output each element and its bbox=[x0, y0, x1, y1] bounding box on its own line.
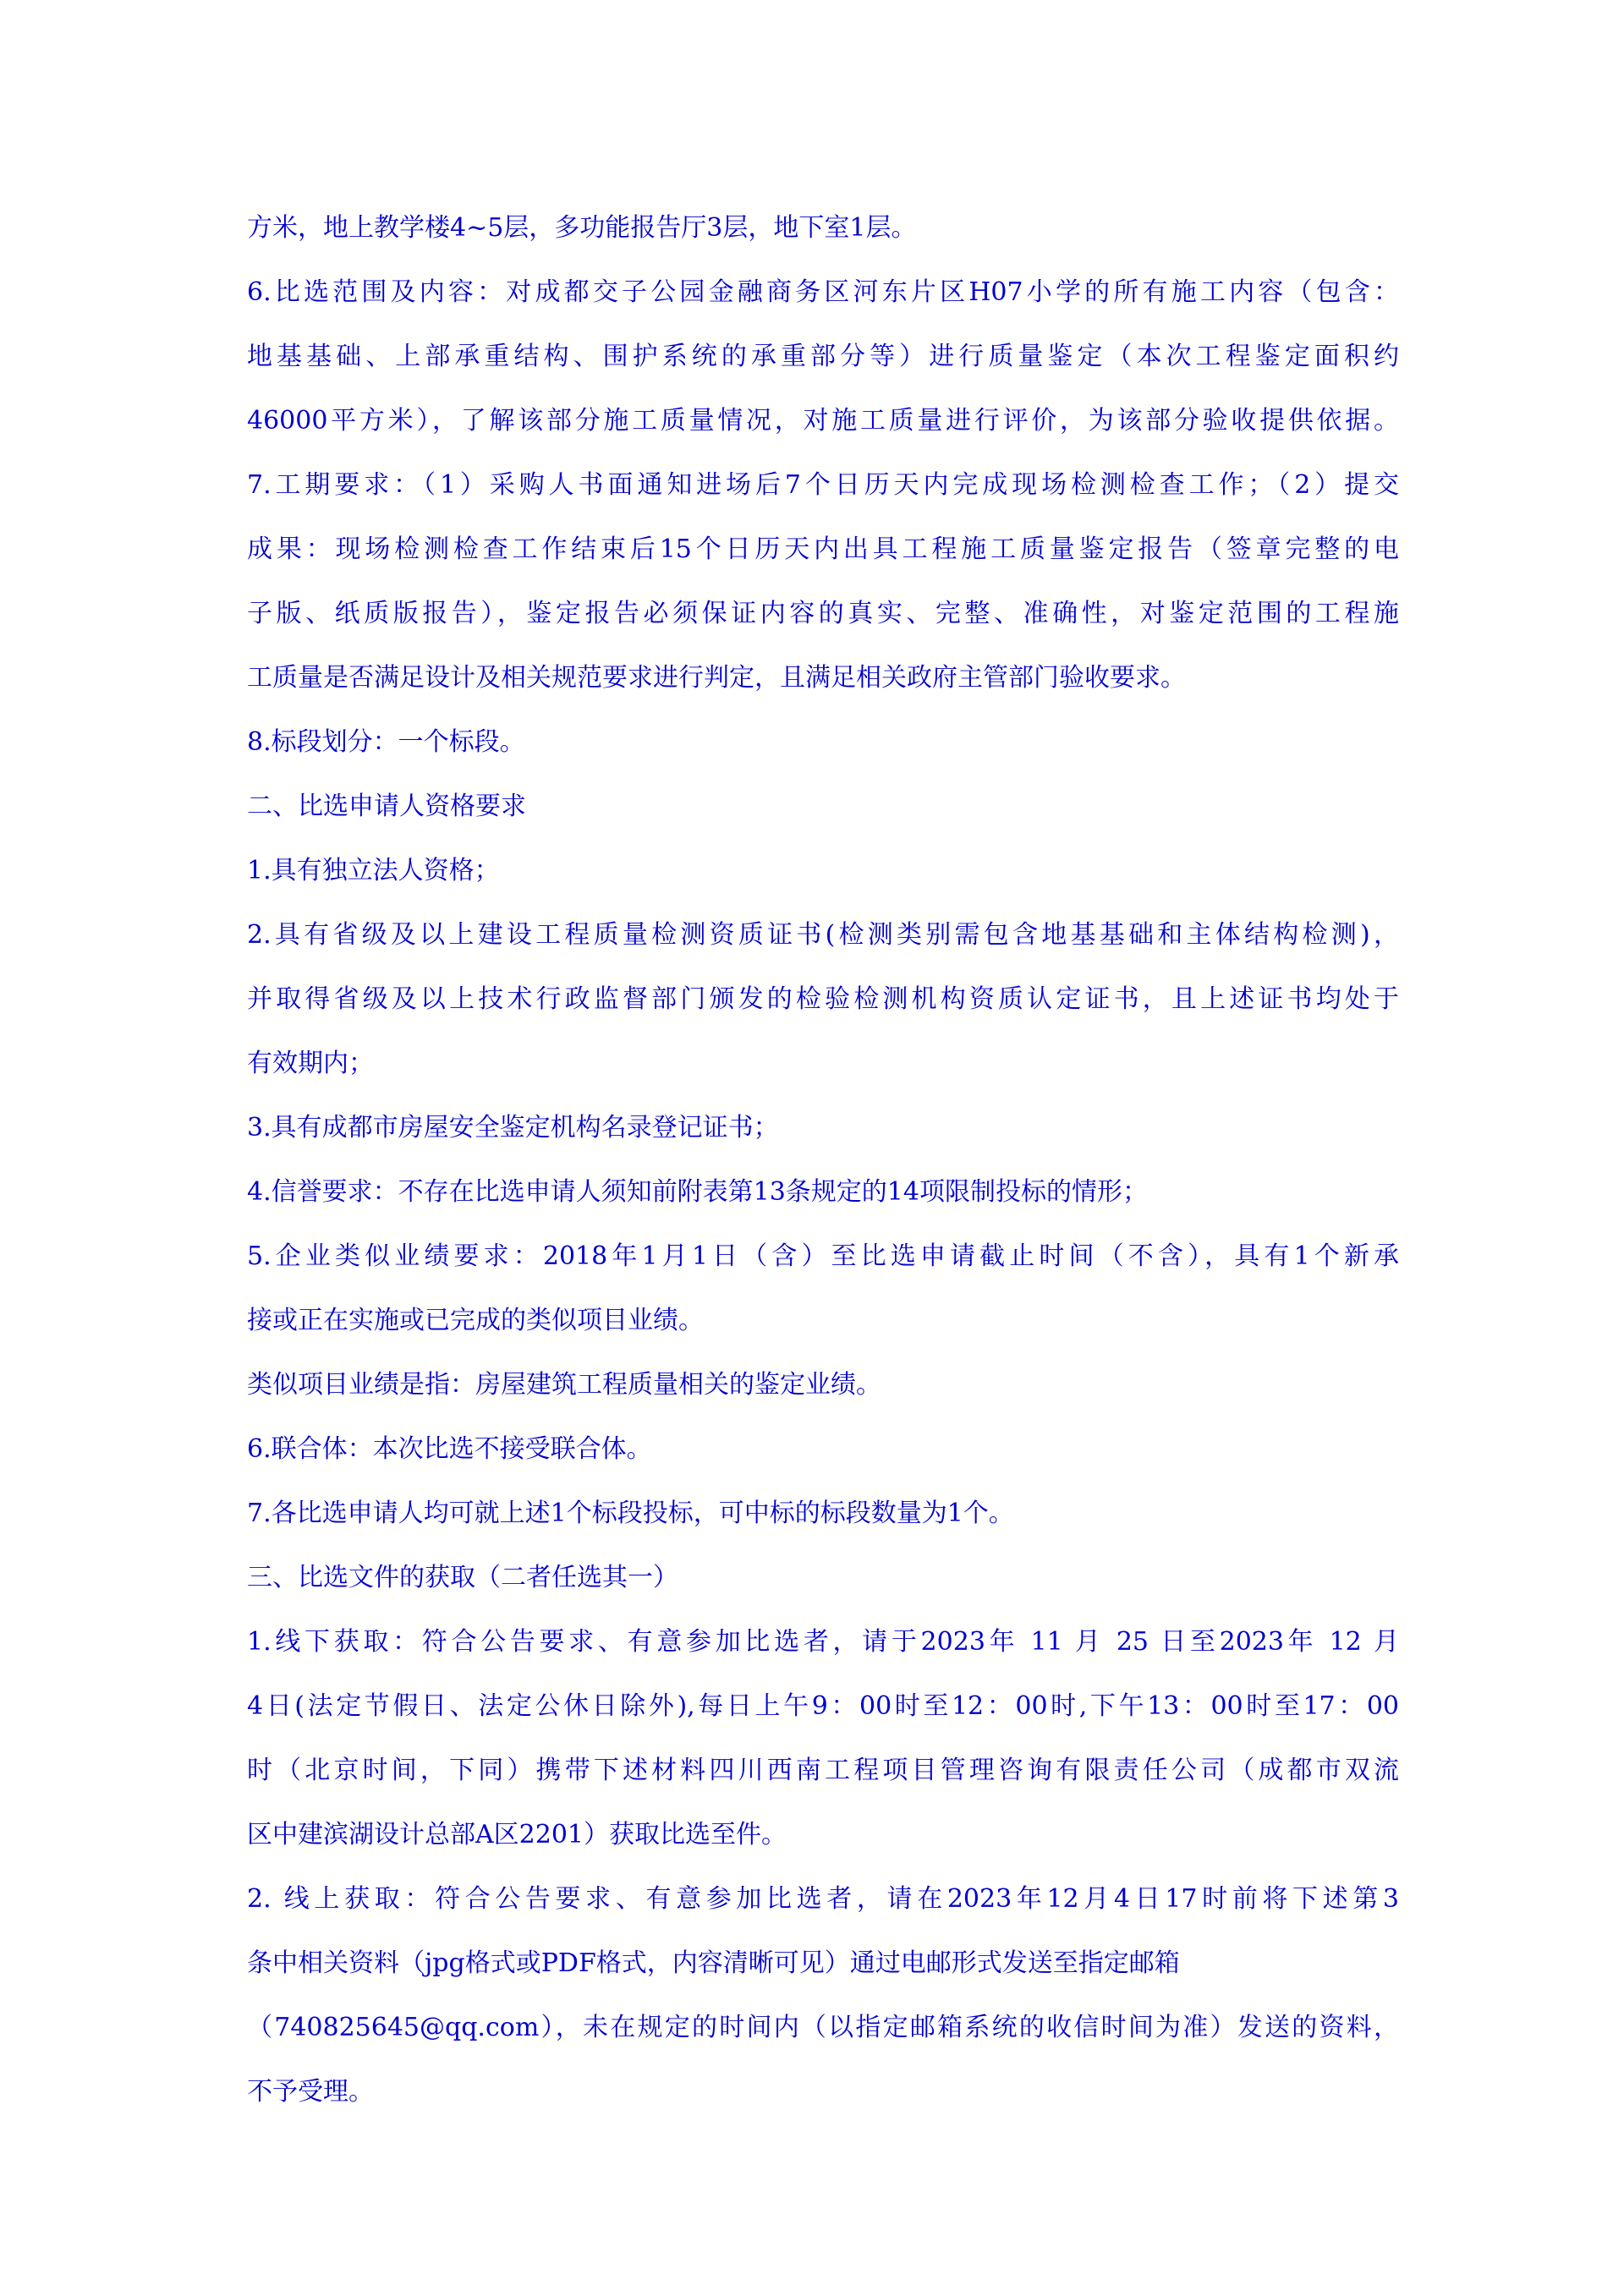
text-line: 6.联合体：本次比选不接受联合体。 bbox=[247, 1434, 652, 1464]
text-line: 三、比选文件的获取（二者任选其一） bbox=[247, 1563, 678, 1592]
text-line: 3.具有成都市房屋安全鉴定机构名录登记证书； bbox=[247, 1113, 779, 1143]
text-line: 4.信誉要求：不存在比选申请人须知前附表第13条规定的14项限制投标的情形； bbox=[247, 1177, 1148, 1207]
text-line: 6.比选范围及内容：对成都交子公园金融商务区河东片区H07小学的所有施工内容（包含： bbox=[247, 277, 1399, 307]
text-line: 二、比选申请人资格要求 bbox=[247, 792, 526, 821]
text-line: 并取得省级及以上技术行政监督部门颁发的检验检测机构资质认定证书，且上述证书均处于 bbox=[247, 984, 1399, 1014]
text-line: 2. 线上获取：符合公告要求、有意参加比选者，请在2023年12月4日17时前将下述第3 bbox=[247, 1884, 1399, 1914]
text-line: 有效期内； bbox=[247, 1049, 374, 1078]
text-line: 区中建滨湖设计总部A区2201）获取比选至件。 bbox=[247, 1820, 787, 1849]
text-line: 时（北京时间，下同）携带下述材料四川西南工程项目管理咨询有限责任公司（成都市双流 bbox=[247, 1756, 1399, 1785]
text-line: 1.线下获取：符合公告要求、有意参加比选者，请于2023年 11 月 25 日至2023年 12 月 bbox=[247, 1627, 1399, 1657]
text-line: 类似项目业绩是指：房屋建筑工程质量相关的鉴定业绩。 bbox=[247, 1370, 881, 1400]
text-line: 工质量是否满足设计及相关规范要求进行判定，且满足相关政府主管部门验收要求。 bbox=[247, 663, 1186, 693]
text-line: （740825645@qq.com），未在规定的时间内（以指定邮箱系统的收信时间为准）发送的资料， bbox=[247, 2013, 1399, 2042]
text-line: 8.标段划分：一个标段。 bbox=[247, 727, 525, 757]
text-line: 46000平方米），了解该部分施工质量情况，对施工质量进行评价，为该部分验收提供依据。 bbox=[247, 406, 1399, 436]
text-line: 地基基础、上部承重结构、围护系统的承重部分等）进行质量鉴定（本次工程鉴定面积约 bbox=[247, 342, 1399, 371]
text-line: 条中相关资料（jpg格式或PDF格式，内容清晰可见）通过电邮形式发送至指定邮箱 bbox=[247, 1948, 1180, 1978]
text-line: 1.具有独立法人资格； bbox=[247, 856, 500, 885]
text-line: 方米，地上教学楼4~5层，多功能报告厅3层，地下室1层。 bbox=[247, 213, 917, 243]
text-line: 不予受理。 bbox=[247, 2077, 374, 2107]
text-line: 7.工期要求：（1）采购人书面通知进场后7个日历天内完成现场检测检查工作；（2）提交 bbox=[247, 470, 1399, 500]
text-line: 接或正在实施或已完成的类似项目业绩。 bbox=[247, 1306, 704, 1335]
text-line: 子版、纸质版报告），鉴定报告必须保证内容的真实、完整、准确性，对鉴定范围的工程施 bbox=[247, 599, 1399, 628]
text-line: 5.企业类似业绩要求：2018年1月1日（含）至比选申请截止时间（不含），具有1个新承 bbox=[247, 1241, 1399, 1271]
text-line: 成果：现场检测检查工作结束后15个日历天内出具工程施工质量鉴定报告（签章完整的电 bbox=[247, 534, 1399, 564]
document-body bbox=[247, 210, 1399, 2138]
text-line: 4日(法定节假日、法定公休日除外),每日上午9：00时至12：00时,下午13：00时至17：00 bbox=[247, 1691, 1399, 1721]
text-line: 2.具有省级及以上建设工程质量检测资质证书(检测类别需包含地基基础和主体结构检测)， bbox=[247, 920, 1399, 950]
text-line: 7.各比选申请人均可就上述1个标段投标，可中标的标段数量为1个。 bbox=[247, 1499, 1014, 1528]
